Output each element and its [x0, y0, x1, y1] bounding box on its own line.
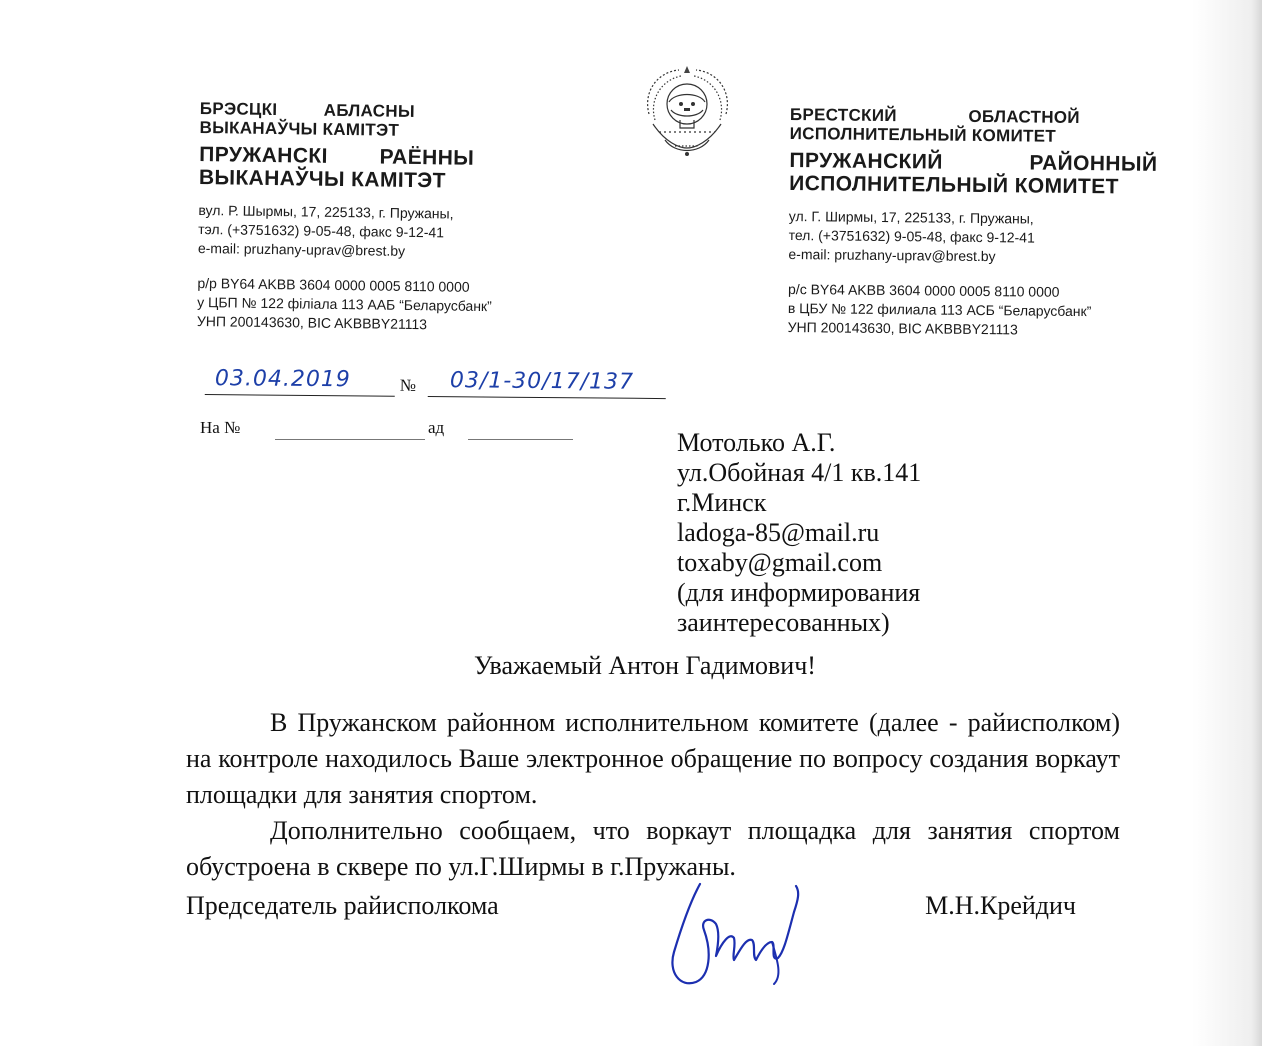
handwritten-signature-icon	[660, 872, 810, 992]
address: ул. Г. Ширмы, 17, 225133, г. Пружаны,	[788, 207, 1034, 227]
org-region-committee: ИСПОЛНИТЕЛЬНЫЙ КОМИТЕТ	[789, 123, 1057, 146]
bank-block	[197, 274, 598, 337]
state-emblem-icon	[635, 62, 740, 162]
scan-edge-shadow	[1192, 0, 1262, 1046]
ids: УНП 200143630, BIC AKBBBY21113	[787, 318, 1018, 338]
phone: тел. (+3751632) 9-05-48, факс 9-12-41	[788, 226, 1035, 246]
email: e-mail: pruzhany-uprav@brest.by	[788, 245, 996, 265]
addressee-email-1: ladoga-85@mail.ru	[677, 518, 880, 547]
registration-number: 03/1-30/17/137	[449, 368, 635, 395]
date-underline	[205, 394, 395, 397]
header-belarusian	[197, 99, 600, 337]
org-district-word-2: РАЁННЫ	[379, 145, 475, 170]
email: e-mail: pruzhany-uprav@brest.by	[197, 239, 406, 259]
body-paragraph-1: В Пружанском районном исполнительном комитете (далее - райисполком) на контроле находилось Ваше электронное обращение по вопросу создания воркаут площадки для занятия спортом.	[186, 708, 1120, 809]
org-region-committee: ВЫКАНАЎЧЫ КАМІТЭТ	[199, 117, 400, 140]
contact-block	[198, 201, 599, 264]
addressee-note-1: (для информирования	[677, 578, 921, 607]
org-district-word-1: ПРУЖАНСКІ	[199, 142, 328, 168]
org-district-word-1: ПРУЖАНСКИЙ	[789, 148, 943, 174]
org-region-word-1: БРЭСЦКІ	[199, 99, 278, 120]
registration-line	[200, 368, 670, 406]
address: вул. Р. Шырмы, 17, 225133, г. Пружаны,	[198, 201, 454, 222]
reference-line	[200, 418, 580, 444]
addressee-email-2: toxaby@gmail.com	[677, 548, 883, 577]
org-region-word-2: АБЛАСНЫ	[323, 100, 415, 122]
greeting: Уважаемый Антон Гадимович!	[474, 651, 816, 680]
org-district-word-2: РАЙОННЫЙ	[1029, 151, 1158, 176]
addressee-note-2: заинтересованных)	[677, 608, 890, 637]
letter-body	[186, 705, 1120, 885]
org-district-committee: ИСПОЛНИТЕЛЬНЫЙ КОМИТЕТ	[789, 171, 1119, 199]
header-russian	[788, 105, 1175, 341]
reference-from-label: ад	[428, 418, 445, 437]
signatory-name: М.Н.Крейдич	[925, 891, 1076, 920]
reference-label: На №	[200, 418, 241, 437]
contact-block	[788, 207, 1174, 268]
number-underline	[428, 396, 666, 399]
reference-date-blank	[468, 439, 573, 440]
registration-number-label: №	[399, 375, 417, 395]
bank-block	[788, 280, 1174, 341]
registration-date: 03.04.2019	[214, 366, 351, 393]
ids: УНП 200143630, BIC AKBBBY21113	[196, 312, 428, 333]
body-paragraph-2: Дополнительно сообщаем, что воркаут площадка для занятия спортом обустроена в сквере по ул.Г.Ширмы в г.Пружаны.	[186, 816, 1120, 881]
bank: в ЦБУ № 122 филиала 113 АСБ “Беларусбанк”	[787, 299, 1092, 320]
reference-number-blank	[275, 439, 425, 440]
addressee-street: ул.Обойная 4/1 кв.141	[677, 458, 922, 487]
account: р/р BY64 AKBB 3604 0000 0005 8110 0000	[197, 274, 470, 295]
org-region-word-1: БРЕСТСКИЙ	[789, 105, 897, 126]
bank: у ЦБП № 122 філіала 113 ААБ “Беларусбанк”	[197, 293, 492, 315]
org-district-committee: ВЫКАНАЎЧЫ КАМІТЭТ	[198, 165, 447, 193]
addressee-city: г.Минск	[677, 488, 767, 517]
addressee-name: Мотолько А.Г.	[677, 428, 836, 457]
phone: тэл. (+3751632) 9-05-48, факс 9-12-41	[198, 220, 445, 241]
account: р/с BY64 AKBB 3604 0000 0005 8110 0000	[787, 280, 1060, 300]
addressee-block	[677, 428, 921, 638]
org-region-word-2: ОБЛАСТНОЙ	[968, 106, 1080, 128]
signatory-position: Председатель райисполкома	[186, 891, 499, 920]
